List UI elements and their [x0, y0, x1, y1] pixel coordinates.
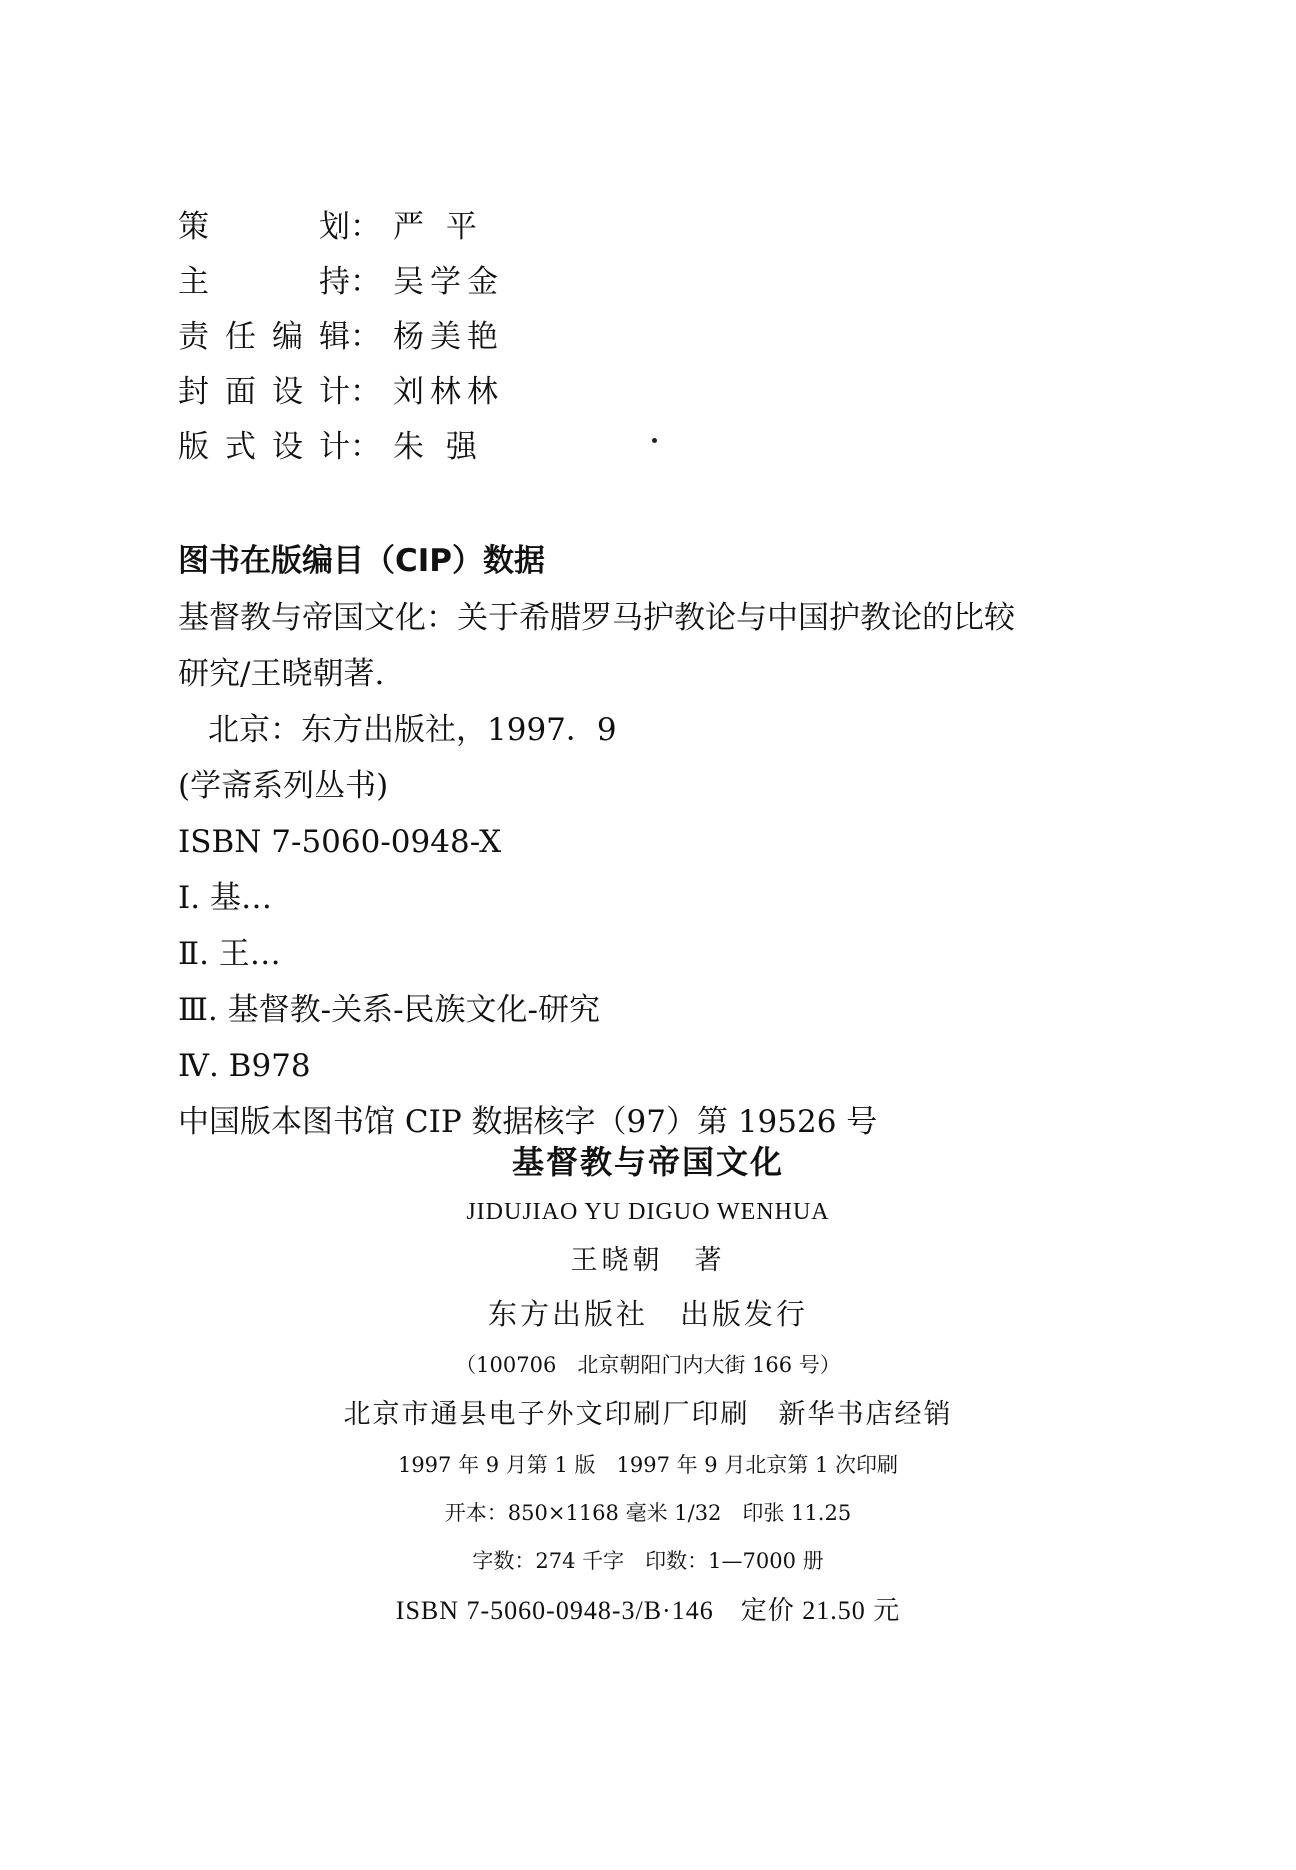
credit-label: 主 持: [178, 264, 350, 300]
credit-label: 封 面 设 计: [178, 374, 350, 410]
colophon-block: [0, 1135, 1296, 1637]
cip-subject-line: Ⅱ. 王…: [178, 936, 281, 972]
credit-row-planner: [178, 196, 504, 251]
credit-name: 吴学金: [393, 264, 504, 300]
publisher-address: （100706 北京朝阳门内大街 166 号）: [455, 1353, 841, 1377]
credit-name: 朱 强: [393, 429, 483, 465]
book-author: 王晓朝 著: [570, 1245, 726, 1276]
credit-colon: ：: [350, 264, 381, 300]
book-title-pinyin: JIDUJIAO YU DIGUO WENHUA: [466, 1199, 830, 1225]
credit-name: 严 平: [393, 209, 483, 245]
printer-distributor: 北京市通县电子外文印刷厂印刷 新华书店经销: [343, 1399, 953, 1430]
publisher: 东方出版社 出版发行: [487, 1297, 808, 1331]
credit-label: 版 式 设 计: [178, 429, 350, 465]
scan-speck: [652, 438, 657, 443]
credit-name: 刘林林: [393, 374, 504, 410]
book-title: 基督教与帝国文化: [511, 1143, 784, 1181]
cip-heading: 图书在版编目（CIP）数据: [178, 543, 546, 579]
cip-publication-line: 北京：东方出版社，1997．9: [208, 712, 617, 748]
credit-label: 责 任 编 辑: [178, 319, 350, 355]
credit-name: 杨美艳: [393, 319, 504, 355]
isbn-price: ISBN 7-5060-0948-3/B·146 定价 21.50 元: [395, 1596, 901, 1625]
cip-subject-line: Ⅳ. B978: [178, 1048, 311, 1084]
cip-block: [178, 532, 1188, 1150]
credit-row-editor: [178, 306, 504, 361]
credit-colon: ：: [350, 374, 381, 410]
credit-colon: ：: [350, 429, 381, 465]
cip-series-line: (学斋系列丛书): [178, 768, 389, 804]
edition-info: 1997 年 9 月第 1 版 1997 年 9 月北京第 1 次印刷: [397, 1453, 899, 1477]
credit-label: 策 划: [178, 209, 350, 245]
cip-isbn-line: ISBN 7-5060-0948-X: [178, 824, 502, 860]
format-info: 开本：850×1168 毫米 1/32 印张 11.25: [444, 1501, 852, 1525]
cip-subject-line: Ⅰ. 基…: [178, 880, 272, 916]
credit-row-cover-designer: [178, 361, 504, 416]
credit-row-layout-designer: [178, 416, 504, 471]
credit-row-host: [178, 251, 504, 306]
cip-title-line: 研究/王晓朝著.: [178, 656, 385, 692]
cip-record-number: 中国版本图书馆 CIP 数据核字（97）第 19526 号: [178, 1104, 878, 1140]
credit-colon: ：: [350, 319, 381, 355]
cip-title-line: 基督教与帝国文化：关于希腊罗马护教论与中国护教论的比较: [178, 600, 1015, 636]
credit-colon: ：: [350, 209, 381, 245]
cip-subject-line: Ⅲ. 基督教-关系-民族文化-研究: [178, 992, 601, 1028]
credits-list: [178, 196, 504, 471]
word-count-info: 字数：274 千字 印数：1—7000 册: [472, 1549, 824, 1573]
